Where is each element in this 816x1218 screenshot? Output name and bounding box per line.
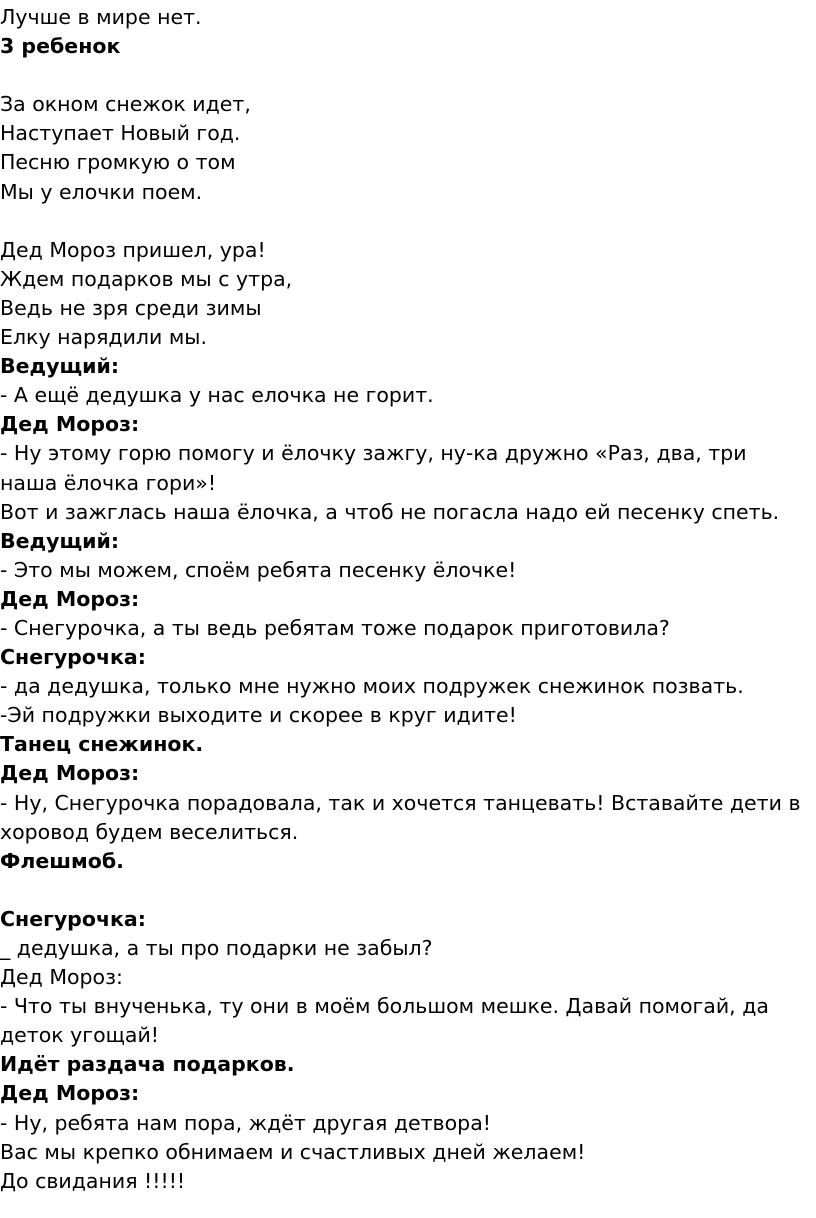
blank-line <box>0 876 816 905</box>
blank-line <box>0 61 816 90</box>
text-line: _ дедушка, а ты про подарки не забыл? <box>0 936 433 960</box>
text-line: - да дедушка, только мне нужно моих подружек снежинок позвать. <box>0 674 744 699</box>
text-line: Ведь не зря среди зимы <box>0 295 262 320</box>
heading-line: Ведущий: <box>0 354 120 379</box>
heading-line: Снегурочка: <box>0 645 146 670</box>
text-line: Ждем подарков мы с утра, <box>0 266 293 291</box>
heading-line: Флешмоб. <box>0 848 124 873</box>
text-line: - Ну этому горю помогу и ёлочку зажгу, ну-ка дружно «Раз, два, три <box>0 441 747 466</box>
blank-line <box>0 207 816 236</box>
heading-line: Дед Мороз: <box>0 761 140 786</box>
text-line: За окном снежок идет, <box>0 92 251 117</box>
text-line: - Ну, ребята нам пора, ждёт другая детвора! <box>0 1110 491 1135</box>
text-line: - А ещё дедушка у нас елочка не горит. <box>0 383 434 408</box>
heading-line: Снегурочка: <box>0 906 146 931</box>
text-line: -Эй подружки выходите и скорее в круг идите! <box>0 703 517 728</box>
heading-line: Дед Мороз: <box>0 1081 140 1106</box>
text-line: хоровод будем веселиться. <box>0 819 299 844</box>
text-line: Песню громкую о том <box>0 150 236 175</box>
text-line: Мы у елочки поем. <box>0 179 203 204</box>
heading-line: 3 ребенок <box>0 34 121 59</box>
text-line: Лучше в мире нет. <box>0 5 202 29</box>
text-line: деток угощай! <box>0 1023 160 1048</box>
text-line: - Что ты внученька, ту они в моём большом мешке. Давай помогай, да <box>0 994 769 1019</box>
text-line: - Снегурочка, а ты ведь ребятам тоже подарок приготовила? <box>0 615 670 640</box>
text-line: - Ну, Снегурочка порадовала, так и хочется танцевать! Вставайте дети в <box>0 790 801 815</box>
heading-line: Дед Мороз: <box>0 412 140 437</box>
heading-line: Танец снежинок. <box>0 732 204 757</box>
text-line: Дед Мороз: <box>0 965 123 990</box>
text-line: наша ёлочка гори»! <box>0 470 217 495</box>
text-line: Вот и зажглась наша ёлочка, а чтоб не погасла надо ей песенку спеть. <box>0 499 780 524</box>
heading-line: Дед Мороз: <box>0 586 140 611</box>
document-body <box>0 3 816 1196</box>
text-line: Елку нарядили мы. <box>0 325 208 350</box>
text-line: Наступает Новый год. <box>0 121 241 146</box>
heading-line: Идёт раздача подарков. <box>0 1052 295 1077</box>
heading-line: Ведущий: <box>0 528 120 553</box>
text-line: Дед Мороз пришел, ура! <box>0 237 266 262</box>
text-line: До свидания !!!!! <box>0 1168 186 1193</box>
text-line: Вас мы крепко обнимаем и счастливых дней желаем! <box>0 1139 586 1164</box>
text-line: - Это мы можем, споём ребята песенку ёлочке! <box>0 557 517 582</box>
